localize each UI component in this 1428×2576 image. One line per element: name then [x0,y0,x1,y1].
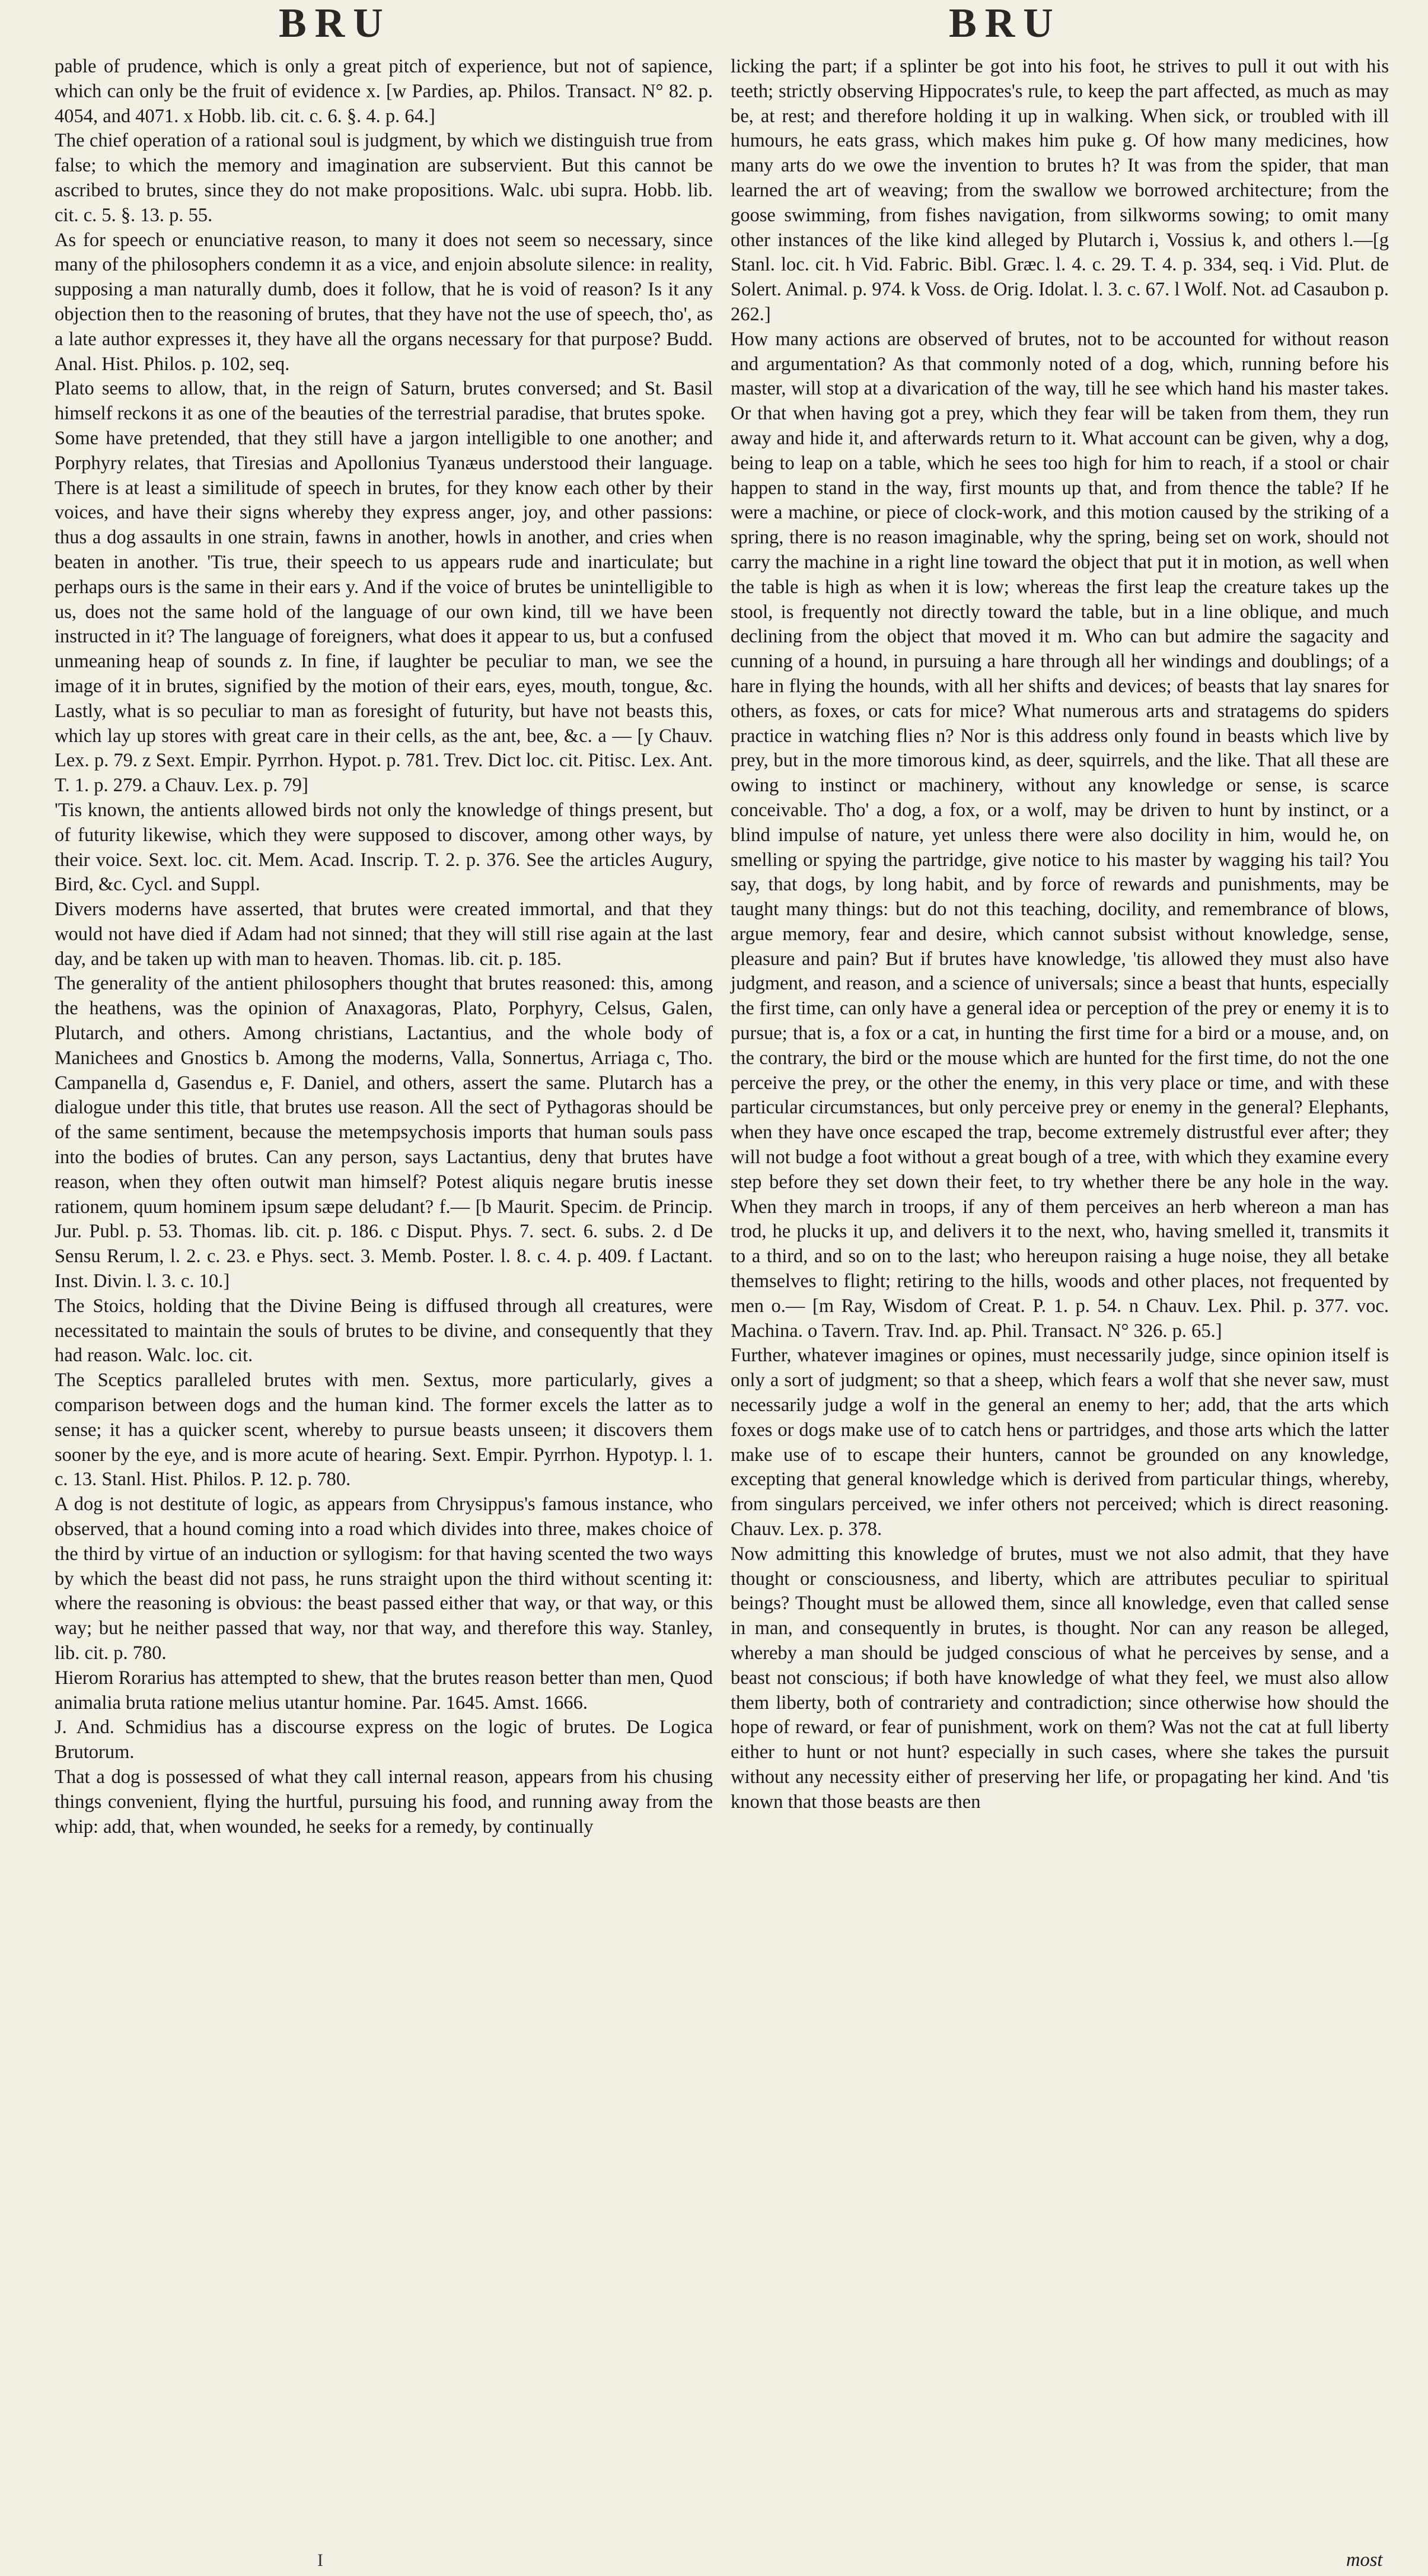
paragraph: The generality of the antient philosophers thought that brutes reasoned: this, among the heathens, was the opinion of Anaxagoras, Plato, Porphyry, Celsus, Galen, Plutarch, and others. Among christians, Lactantius, and the whole body of Manichees and Gnostics b. Among the moderns, Valla, Sonnertus, Arriaga c, Tho. Campanella d, Gasendus e, F. Daniel, and others, assert the same. Plutarch has a dialogue under this title, that brutes use reason. All the sect of Pythagoras should be of the same sentiment, because the metempsychosis imports that human souls pass into the bodies of brutes. Can any person, says Lactantius, deny that brutes have reason, when they often outwit man himself? Potest aliquis negare brutis inesse rationem, quum hominem ipsum sæpe deludant? f.— [b Maurit. Specim. de Princip. Jur. Publ. p. 53. Thomas. lib. cit. p. 186. c Disput. Phys. 7. sect. 6. subs. 2. d De Sensu Rerum, l. 2. c. 23. e Phys. sect. 3. Memb. Poster. l. 8. c. 4. p. 409. f Lactant. Inst. Divin. l. 3. c. 10.] [55,973,713,1292]
running-header-right: BRU [949,1,1062,46]
signature-mark: I [317,2550,323,2570]
paragraph: pable of prudence, which is only a great pitch of experience, but not of sapience, which can only be the fruit of evidence x. [w Pardies, ap. Philos. Transact. N° 82. p. 4054, and 4071. x Hobb. lib. cit. c. 6. §. 4. p. 64.] [55,56,713,127]
catchword: most [1346,2549,1383,2571]
paragraph: licking the part; if a splinter be got into his foot, he strives to pull it out with his teeth; strictly observing Hippocrates's rule, to keep the part affected, as much as may be, at rest; and therefore holding it up in walking. When sick, or troubled with ill humours, he eats grass, which makes him puke g. Of how many medicines, how many arts do we owe the invention to brutes h? It was from the spider, that man learned the art of weaving; from the swallow we borrowed architecture; from the goose swimming, from fishes navigation, from silkworms sowing; to omit many other instances of the like kind alleged by Plutarch i, Vossius k, and others l.—[g Stanl. loc. cit. h Vid. Fabric. Bibl. Græc. l. 4. c. 29. T. 4. p. 334, seq. i Vid. Plut. de Solert. Animal. p. 974. k Voss. de Orig. Idolat. l. 3. c. 67. l Wolf. Not. ad Casaubon p. 262.] [731,56,1389,325]
paragraph: J. And. Schmidius has a discourse express on the logic of brutes. De Logica Brutorum. [55,1717,713,1763]
left-column [55,55,713,1839]
paragraph: The Sceptics paralleled brutes with men. Sextus, more particularly, gives a comparison between dogs and the human kind. The former excels the latter as to sense; it has a quicker scent, whereby to pursue beasts unseen; it discovers them sooner by the eye, and is more acute of hearing. Sext. Empir. Pyrrhon. Hypotyp. l. 1. c. 13. Stanl. Hist. Philos. P. 12. p. 780. [55,1370,713,1491]
paragraph: Some have pretended, that they still have a jargon intelligible to one another; and Porphyry relates, that Tiresias and Apollonius Tyanæus understood their language. There is at least a similitude of speech in brutes, for they know each other by their voices, and have their signs whereby they express anger, joy, and other passions: thus a dog assaults in one strain, fawns in another, howls in another, and cries when beaten in another. 'Tis true, their speech to us appears rude and inarticulate; but perhaps ours is the same in their ears y. And if the voice of brutes be unintelligible to us, does not the same hold of the language of our own kind, till we have been instructed in it? The language of foreigners, what does it appear to us, but a confused unmeaning heap of sounds z. In fine, if laughter be peculiar to man, we see the image of it in brutes, signified by the motion of their ears, eyes, mouth, tongue, &c. Lastly, what is so peculiar to man as foresight of futurity, but have not beasts this, which lay up stores with great care in their cells, as the ant, bee, &c. a — [y Chauv. Lex. p. 79. z Sext. Empir. Pyrrhon. Hypot. p. 781. Trev. Dict loc. cit. Pitisc. Lex. Ant. T. 1. p. 279. a Chauv. Lex. p. 79] [55,427,713,797]
paragraph: 'Tis known, the antients allowed birds not only the knowledge of things present, but of futurity likewise, which they were supposed to discover, among other ways, by their voice. Sext. loc. cit. Mem. Acad. Inscrip. T. 2. p. 376. See the articles Augury, Bird, &c. Cycl. and Suppl. [55,799,713,896]
paragraph: As for speech or enunciative reason, to many it does not seem so necessary, since many of the philosophers condemn it as a vice, and enjoin absolute silence: in reality, supposing a man naturally dumb, does it follow, that he is void of reason? Is it any objection then to the reasoning of brutes, that they have not the use of speech, tho', as a late author expresses it, they have all the organs necessary for that purpose? Budd. Anal. Hist. Philos. p. 102, seq. [55,229,713,375]
paragraph: The Stoics, holding that the Divine Being is diffused through all creatures, were necessitated to maintain the souls of brutes to be divine, and consequently that they had reason. Walc. loc. cit. [55,1295,713,1367]
paragraph: A dog is not destitute of logic, as appears from Chrysippus's famous instance, who observed, that a hound coming into a road which divides into three, makes choice of the third by virtue of an induction or syllogism: for that having scented the two ways by which the beast did not pass, he runs straight upon the third without scenting it: where the reasoning is obvious: the beast passed either that way, or that way, or this way; but he neither passed that way, nor that way, and therefore this way. Stanley, lib. cit. p. 780. [55,1494,713,1664]
paragraph: Divers moderns have asserted, that brutes were created immortal, and that they would not have died if Adam had not sinned; that they will still rise again at the last day, and be taken up with man to heaven. Thomas. lib. cit. p. 185. [55,899,713,970]
paragraph: That a dog is possessed of what they call internal reason, appears from his chusing things convenient, flying the hurtful, pursuing his food, and running away from the whip: add, that, when wounded, he seeks for a remedy, by continually [55,1766,713,1838]
paragraph: Further, whatever imagines or opines, must necessarily judge, since opinion itself is only a sort of judgment; so that a sheep, which fears a wolf that she never saw, must necessarily judge a wolf in the general an enemy to her; add, that the arts which foxes or dogs make use of to catch hens or partridges, and those arts which the latter make use of to escape their hunters, cannot be grounded on any knowledge, excepting that general knowledge which is derived from particular things, whereby, from singulars perceived, we infer others not perceived; which is direct reasoning. Chauv. Lex. p. 378. [731,1345,1389,1540]
paragraph: Now admitting this knowledge of brutes, must we not also admit, that they have thought or consciousness, and liberty, which are attributes peculiar to spiritual beings? Thought must be allowed them, since all knowledge, even that called sense in man, and consequently in brutes, is thought. Nor can any reason be alleged, whereby a man should be judged conscious of what he perceives by sense, and a beast not conscious; if both have knowledge of what they feel, we must also allow them liberty, both of contrariety and contradiction; since otherwise how should the hope of reward, or fear of punishment, work on them? Was not the cat at full liberty either to hunt or not hunt? especially in such cases, where she takes the pursuit without any necessity either of preserving her life, or propagating her kind. And 'tis known that those beasts are then [731,1543,1389,1813]
paragraph: Hierom Rorarius has attempted to shew, that the brutes reason better than men, Quod animalia bruta ratione melius utantur homine. Par. 1645. Amst. 1666. [55,1667,713,1714]
running-header-left: BRU [279,1,391,46]
paragraph: The chief operation of a rational soul is judgment, by which we distinguish true from false; to which the memory and imagination are subservient. But this cannot be ascribed to brutes, since they do not make propositions. Walc. ubi supra. Hobb. lib. cit. c. 5. §. 13. p. 55. [55,130,713,226]
paragraph: How many actions are observed of brutes, not to be accounted for without reason and argumentation? As that commonly noted of a dog, which, running before his master, will stop at a divarication of the way, till he see which hand his master takes. Or that when having got a prey, which they fear will be taken from them, they run away and hide it, and afterwards return to it. What account can be given, why a dog, being to leap on a table, which he sees too high for him to reach, if a stool or chair happen to stand in the way, first mounts up that, and from thence the table? If he were a machine, or piece of clock-work, and this motion caused by the striking of a spring, there is no reason imaginable, why the spring, being set on work, should not carry the machine in a right line toward the object that put it in motion, as well when the table is high as when it is low; whereas the first leap the creature takes up the stool, is frequently not directly toward the table, but in a line oblique, and much declining from the object that moved it m. Who can but admire the sagacity and cunning of a hound, in pursuing a hare through all her windings and doublings; of a hare in flying the hounds, with all her shifts and devices; of beasts that lay snares for others, as foxes, or cats for mice? What numerous arts and stratagems do spiders practice in watching flies n? Nor is this address only found in beasts which live by prey, but in the more timorous kind, as deer, squirrels, and the like. That all these are owing to instinct or machinery, without any knowledge or sense, is scarce conceivable. Tho' a dog, a fox, or a wolf, may be driven to hunt by instinct, or a blind impulse of nature, yet unless there were also docility in him, would he, on smelling or spying the partridge, give notice to his master by wagging his tail? You say, that dogs, by long habit, and by force of rewards and punishments, may be taught many things: but do not this teaching, docility, and remembrance of blows, argue memory, fear and desire, which cannot subsist without knowledge, sense, pleasure and pain? But if brutes have knowledge, 'tis allowed they must also have judgment, and reason, and a science of universals; since a beast that hunts, especially the first time, can only have a general idea or perception of the prey or enemy it is to pursue; that is, a fox or a cat, in hunting the first time for a bird or a mouse, and, on the contrary, the bird or the mouse which are hunted for the first time, do not the one perceive the prey, or the other the enemy, in this very place or time, and with these particular circumstances, but only perceive prey or enemy in the general? Elephants, when they have once escaped the trap, become extremely distrustful ever after; they will not budge a foot without a great bough of a tree, with which they examine every step before they set down their feet, to try whether there be any hole in the way. When they march in troops, if any of them perceives an herb whereon a man has trod, he plucks it up, and delivers it to the next, who, having smelled it, transmits it to a third, and so on to the last; who hereupon raising a huge noise, they all betake themselves to flight; retiring to the hills, woods and other places, not frequented by men o.— [m Ray, Wisdom of Creat. P. 1. p. 54. n Chauv. Lex. Phil. p. 377. voc. Machina. o Tavern. Trav. Ind. ap. Phil. Transact. N° 326. p. 65.] [731,328,1389,1342]
paragraph: Plato seems to allow, that, in the reign of Saturn, brutes conversed; and St. Basil himself reckons it as one of the beauties of the terrestrial paradise, that brutes spoke. [55,378,713,425]
right-column [731,55,1389,1815]
